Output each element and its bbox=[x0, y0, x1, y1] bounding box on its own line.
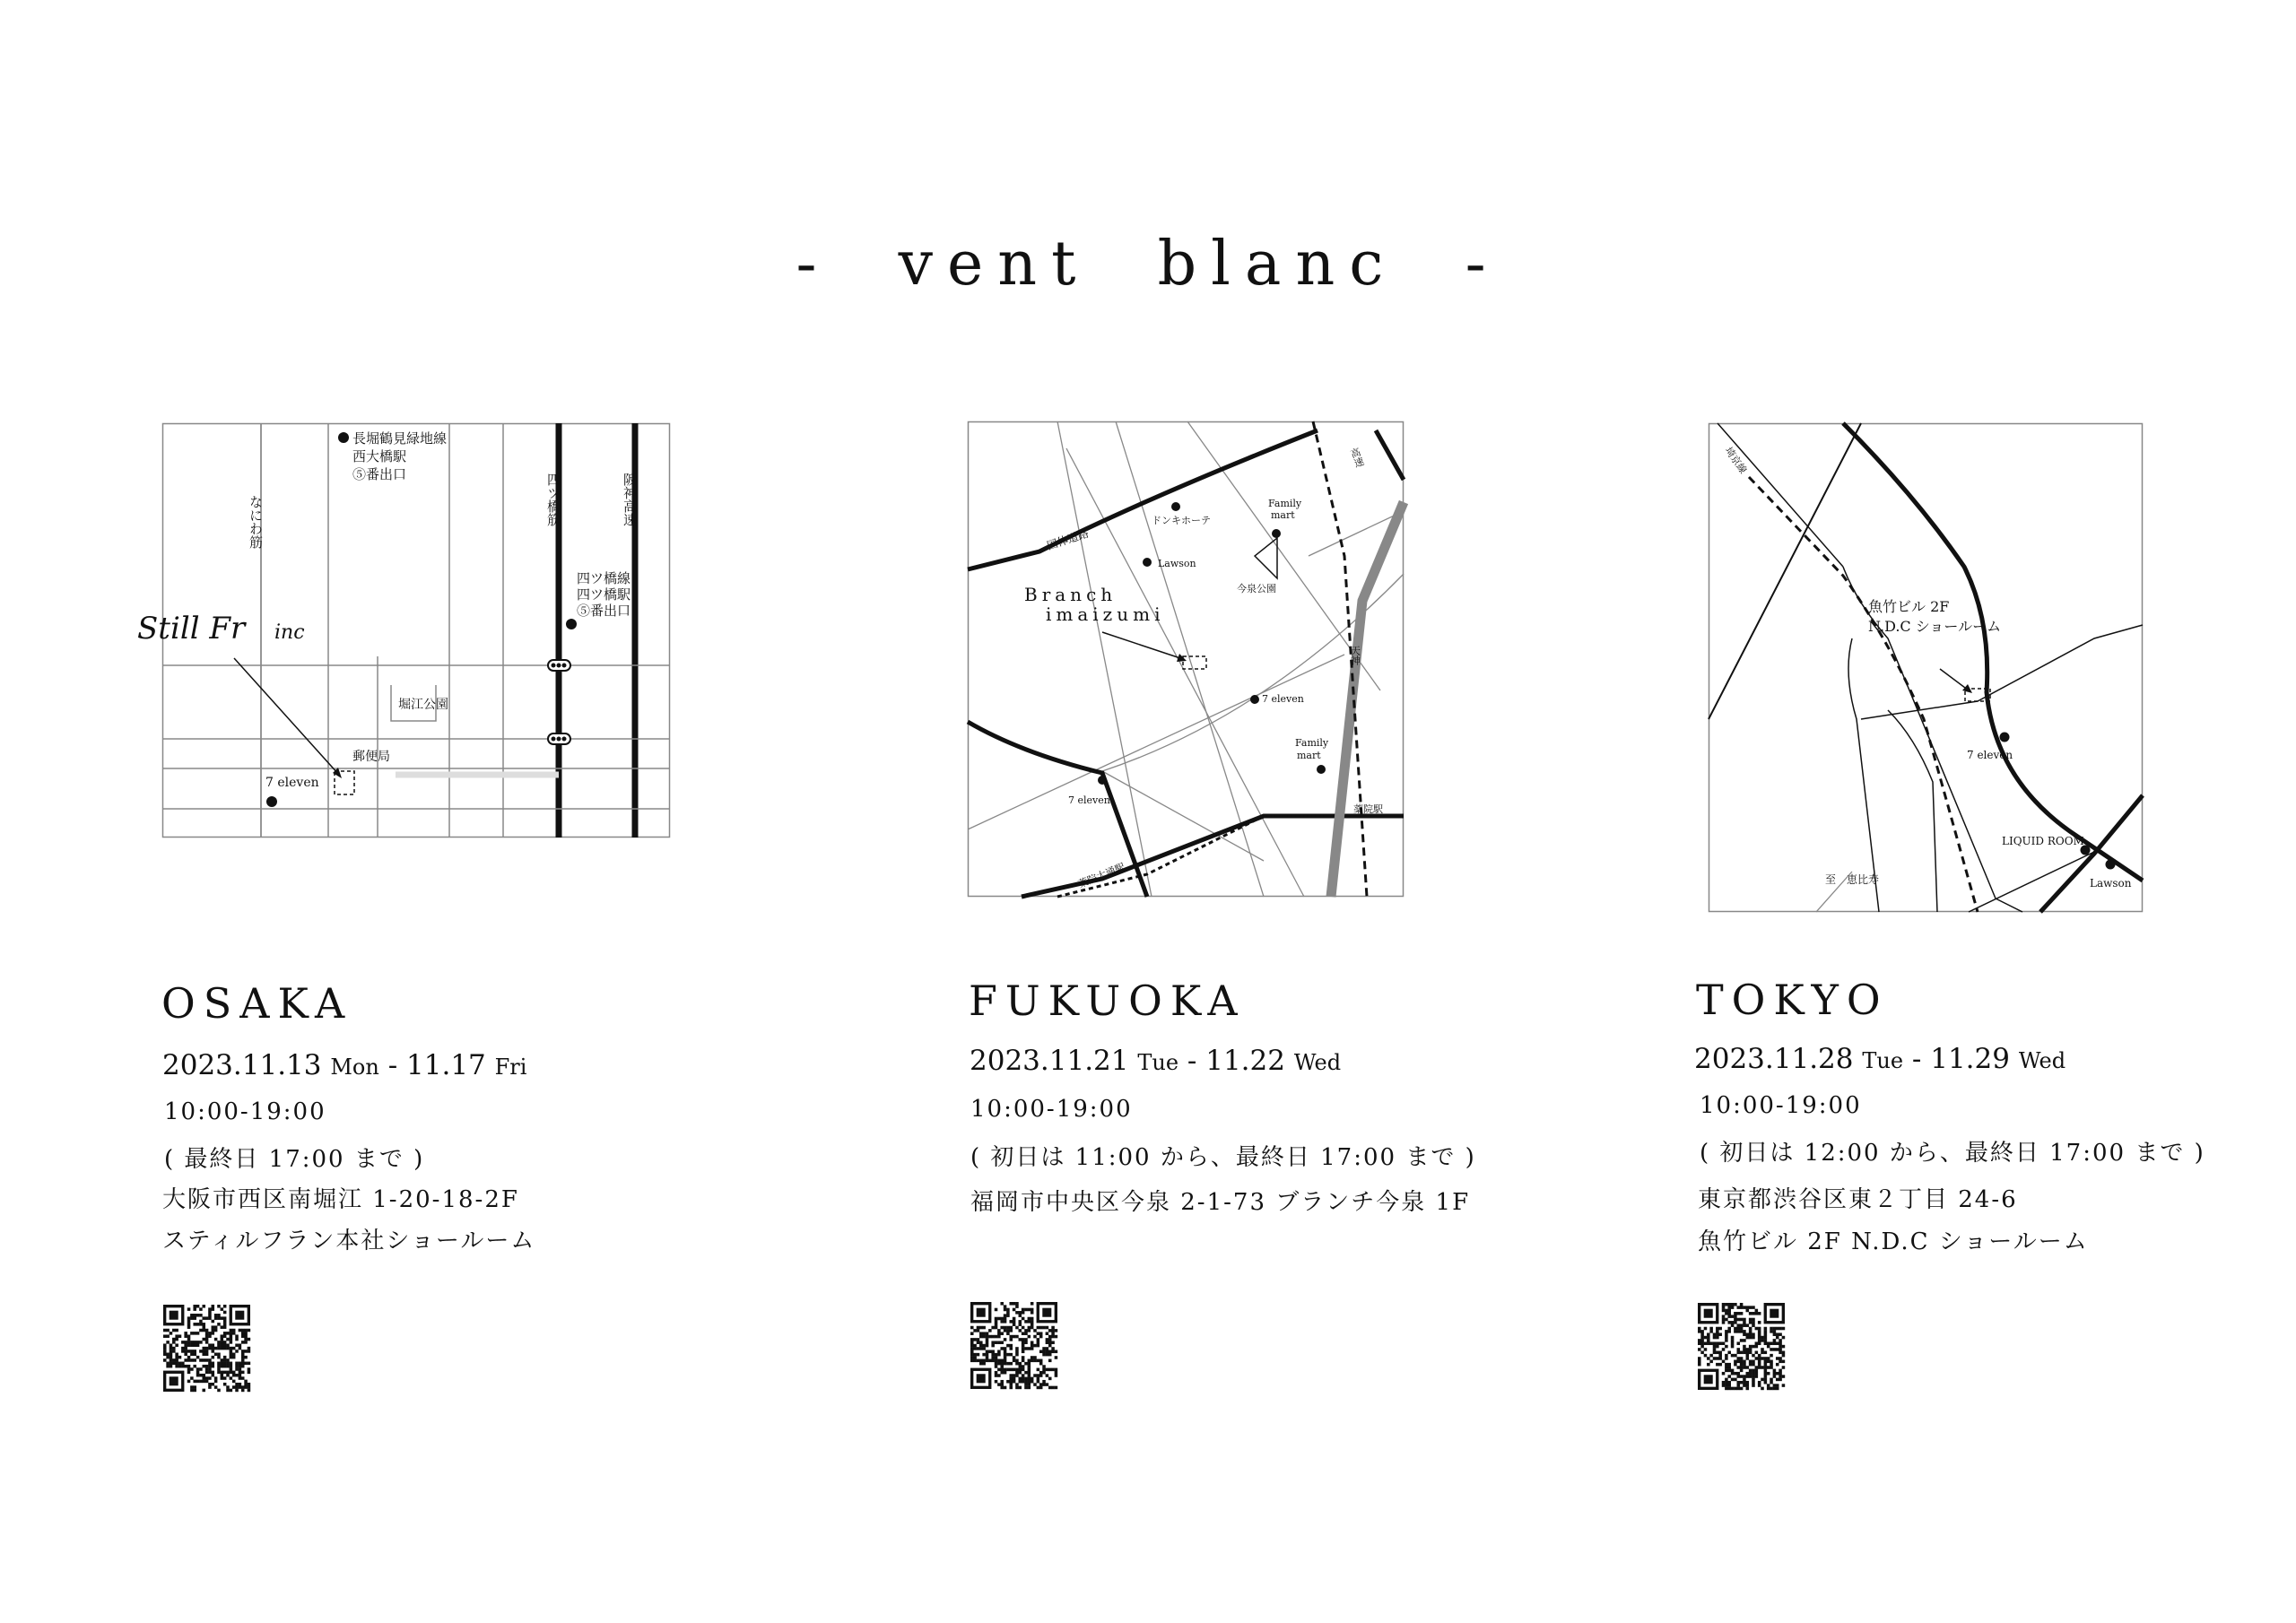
svg-text:堀江公園: 堀江公園 bbox=[398, 698, 448, 712]
svg-text:天神: 天神 bbox=[1349, 646, 1361, 665]
osaka-city: OSAKA bbox=[161, 979, 353, 1028]
svg-text:7 eleven: 7 eleven bbox=[1262, 693, 1304, 705]
svg-text:西大橋駅: 西大橋駅 bbox=[352, 448, 407, 464]
tokyo-hours: 10:00-19:00 bbox=[1700, 1092, 1862, 1119]
svg-text:四ツ橋駅: 四ツ橋駅 bbox=[577, 586, 631, 603]
fukuoka-map bbox=[968, 421, 1404, 897]
svg-text:inc: inc bbox=[274, 621, 305, 644]
svg-text:薬院駅: 薬院駅 bbox=[1353, 803, 1383, 815]
tokyo-address1: 東京都渋谷区東２丁目 24-6 bbox=[1698, 1186, 2018, 1213]
osaka-map-station-top: 長堀鶴見緑地線 bbox=[352, 430, 448, 447]
osaka-address2: スティルフラン本社ショールーム bbox=[162, 1228, 536, 1254]
osaka-qr-code[interactable] bbox=[163, 1305, 250, 1392]
svg-text:ドンキホーテ: ドンキホーテ bbox=[1152, 515, 1211, 526]
osaka-address1: 大阪市西区南堀江 1-20-18-2F bbox=[162, 1186, 519, 1213]
svg-text:LIQUID ROOM: LIQUID ROOM bbox=[2002, 835, 2084, 847]
svg-text:⑤番出口: ⑤番出口 bbox=[577, 603, 631, 619]
osaka-note: ( 最終日 17:00 まで ) bbox=[164, 1146, 425, 1173]
svg-text:薬院大通駅: 薬院大通駅 bbox=[1076, 861, 1127, 890]
qr-pattern bbox=[163, 1305, 250, 1392]
qr-pattern bbox=[1698, 1303, 1785, 1390]
still-fran-logo: Still Fr bbox=[137, 611, 246, 647]
svg-text:7 eleven: 7 eleven bbox=[1068, 794, 1110, 806]
osaka-dates: 2023.11.13 Mon - 11.17 Fri bbox=[162, 1049, 527, 1081]
svg-text:国体道路: 国体道路 bbox=[1045, 526, 1091, 552]
svg-text:郵便局: 郵便局 bbox=[352, 750, 390, 764]
svg-text:7 eleven: 7 eleven bbox=[1967, 749, 2013, 761]
svg-text:mart: mart bbox=[1271, 509, 1295, 521]
svg-text:7 eleven: 7 eleven bbox=[265, 776, 319, 790]
svg-text:埼京線: 埼京線 bbox=[1722, 445, 1750, 476]
fukuoka-hours: 10:00-19:00 bbox=[970, 1096, 1133, 1123]
svg-text:imaizumi: imaizumi bbox=[1046, 603, 1165, 625]
tokyo-qr-code[interactable] bbox=[1698, 1303, 1785, 1390]
osaka-map bbox=[137, 423, 670, 838]
qr-pattern bbox=[970, 1302, 1057, 1389]
fukuoka-address1: 福岡市中央区今泉 2-1-73 ブランチ今泉 1F bbox=[970, 1189, 1471, 1216]
svg-text:四ツ橋筋: 四ツ橋筋 bbox=[545, 473, 561, 526]
svg-text:今泉公園: 今泉公園 bbox=[1237, 583, 1276, 595]
svg-text:Branch: Branch bbox=[1024, 584, 1118, 605]
tokyo-city: TOKYO bbox=[1696, 976, 1889, 1024]
tokyo-map bbox=[1709, 423, 2143, 912]
svg-text:四ツ橋線: 四ツ橋線 bbox=[577, 570, 631, 586]
fukuoka-dates: 2023.11.21 Tue - 11.22 Wed bbox=[970, 1045, 1342, 1077]
tokyo-address2: 魚竹ビル 2F N.D.C ショールーム bbox=[1698, 1228, 2089, 1255]
page-title: - vent blanc - bbox=[796, 229, 1500, 299]
svg-text:魚竹ビル 2F: 魚竹ビル 2F bbox=[1868, 598, 1950, 615]
svg-text:mart: mart bbox=[1297, 750, 1321, 761]
svg-text:N.D.C ショールーム: N.D.C ショールーム bbox=[1868, 618, 2002, 635]
svg-text:Family: Family bbox=[1295, 737, 1329, 749]
svg-text:なにわ筋: なにわ筋 bbox=[248, 495, 264, 549]
svg-text:⑤番出口: ⑤番出口 bbox=[352, 466, 407, 482]
svg-text:Lawson: Lawson bbox=[1158, 558, 1196, 569]
fukuoka-city: FUKUOKA bbox=[969, 976, 1246, 1025]
svg-text:阪神高速: 阪神高速 bbox=[622, 473, 638, 526]
svg-text:Family: Family bbox=[1268, 498, 1302, 509]
svg-text:至 恵比寿: 至 恵比寿 bbox=[1825, 873, 1880, 886]
fukuoka-note: ( 初日は 11:00 から、最終日 17:00 まで ) bbox=[970, 1144, 1476, 1171]
fukuoka-qr-code[interactable] bbox=[970, 1302, 1057, 1389]
osaka-hours: 10:00-19:00 bbox=[164, 1098, 326, 1125]
tokyo-dates: 2023.11.28 Tue - 11.29 Wed bbox=[1694, 1043, 2066, 1075]
svg-text:高速: 高速 bbox=[1347, 446, 1366, 469]
tokyo-note: ( 初日は 12:00 から、最終日 17:00 まで ) bbox=[1700, 1140, 2205, 1167]
svg-text:Lawson: Lawson bbox=[2090, 877, 2132, 890]
